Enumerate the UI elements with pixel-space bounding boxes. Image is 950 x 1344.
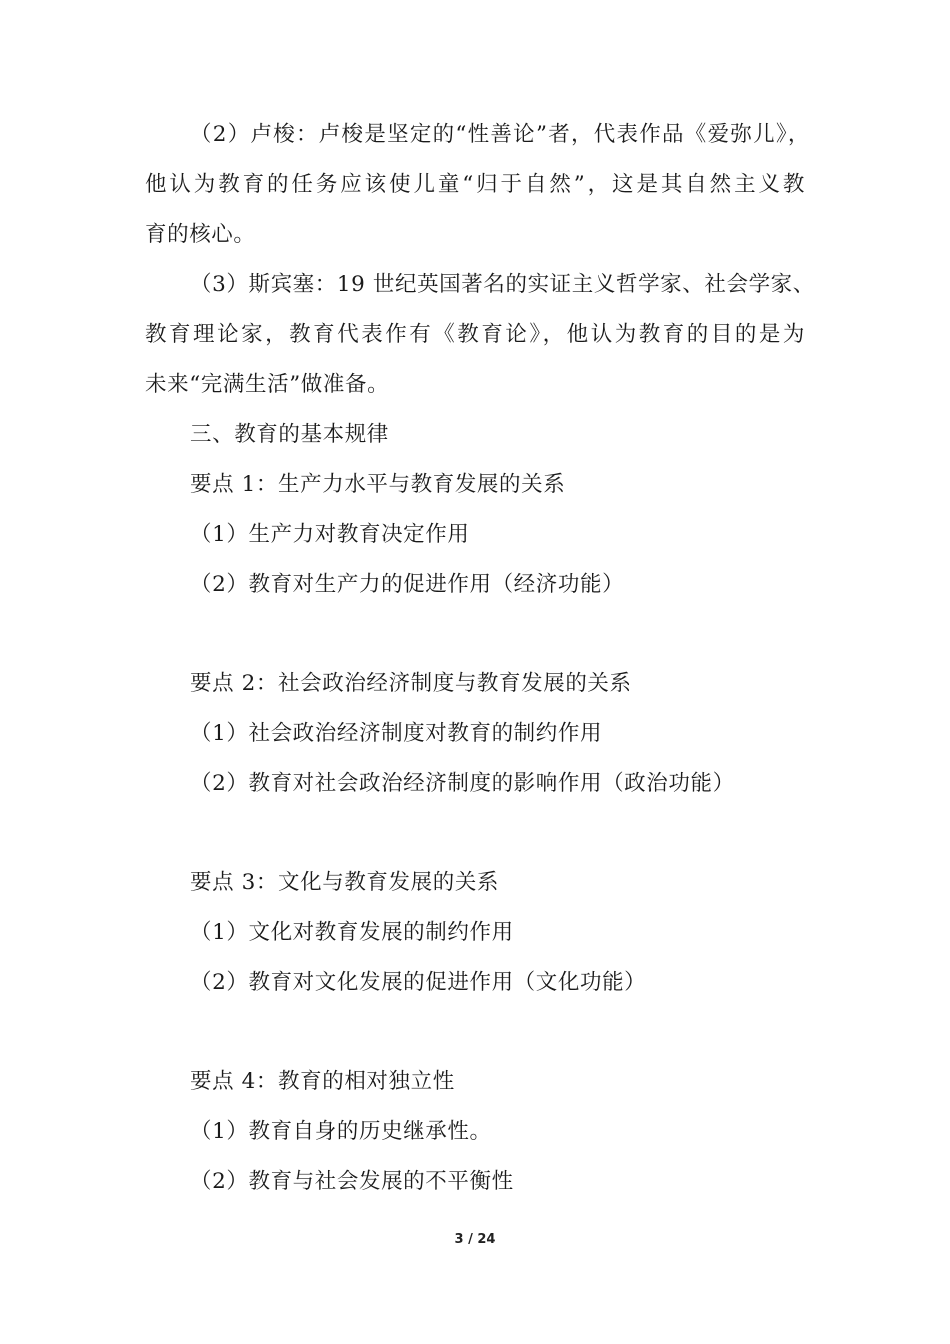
point-4-item-1: （1）教育自身的历史继承性。 [190,1119,492,1144]
section-heading: 三、教育的基本规律 [190,422,389,447]
point-1-title: 要点 1：生产力水平与教育发展的关系 [190,472,566,497]
paragraph-spencer-line-1: （3）斯宾塞：19 世纪英国著名的实证主义哲学家、社会学家、 [190,272,815,297]
point-4-title: 要点 4：教育的相对独立性 [190,1069,455,1094]
paragraph-rousseau-line-3: 育的核心。 [145,222,256,247]
point-1-item-2: （2）教育对生产力的促进作用（经济功能） [190,572,625,597]
point-3-title: 要点 3：文化与教育发展的关系 [190,870,500,895]
paragraph-rousseau-line-2: 他认为教育的任务应该使儿童“归于自然”，这是其自然主义教 [145,172,805,197]
point-2-item-2: （2）教育对社会政治经济制度的影响作用（政治功能） [190,771,735,796]
page-number-indicator: 3 / 24 [454,1232,496,1247]
point-1-item-1: （1）生产力对教育决定作用 [190,522,470,547]
paragraph-rousseau-line-1: （2）卢梭：卢梭是坚定的“性善论”者，代表作品《爱弥儿》， [190,122,810,147]
point-3-item-2: （2）教育对文化发展的促进作用（文化功能） [190,970,647,995]
paragraph-spencer-line-2: 教育理论家，教育代表作有《教育论》，他认为教育的目的是为 [145,322,805,347]
paragraph-spencer-line-3: 未来“完满生活”做准备。 [145,372,390,397]
point-2-title: 要点 2：社会政治经济制度与教育发展的关系 [190,671,632,696]
point-4-item-2: （2）教育与社会发展的不平衡性 [190,1169,514,1194]
point-2-item-1: （1）社会政治经济制度对教育的制约作用 [190,721,603,746]
point-3-item-1: （1）文化对教育发展的制约作用 [190,920,514,945]
